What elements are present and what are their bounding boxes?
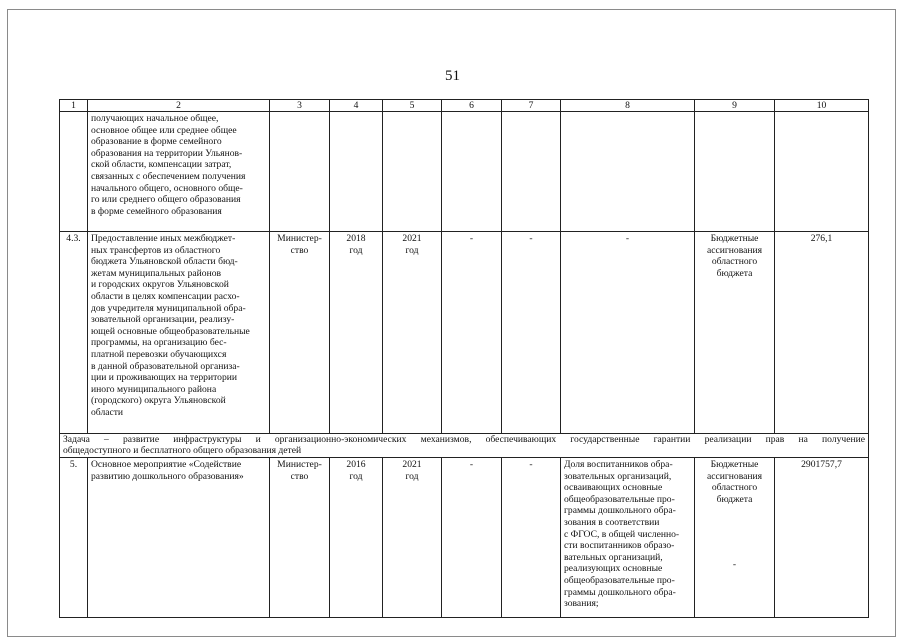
funding-source-cell [695,232,775,434]
end-year-line: год [405,244,419,256]
col7-cell [502,112,561,232]
start-year-cell [330,458,383,618]
amount-cell: 2901757,7 [775,458,869,618]
dash-mark: - [732,559,737,571]
end-year-cell [383,458,442,618]
end-year-cell [383,112,442,232]
header-cell: 7 [502,100,561,112]
funding-line: Бюджетные [710,459,759,470]
indicator-line: зования; [564,598,599,610]
description-line: в форме семейного образования [91,205,222,217]
number-cell [60,112,88,232]
executor-cell [270,232,330,434]
executor-line: Министер- [277,233,322,244]
description-line: (городского) округа Ульяновской [91,395,226,407]
indicator-line: сти воспитанников образо- [564,540,675,552]
executor-cell [270,112,330,232]
header-cell: 1 [60,100,88,112]
task-cell [60,434,869,458]
funding-line: ассигнования [706,244,763,256]
start-year-line: 2018 [346,233,366,244]
table-row-task [60,434,869,458]
end-year-line: 2021 [402,233,422,244]
funding-line: бюджета [716,493,753,505]
end-year-cell [383,232,442,434]
description-line: ции и проживающих на территории [91,372,238,384]
start-year-cell [330,112,383,232]
description-line: образования на территории Ульянов- [91,147,243,159]
end-year-line: 2021 [402,459,422,470]
amount-cell [775,112,869,232]
col6-cell: - [442,232,502,434]
header-cell: 4 [330,100,383,112]
indicator-line: с ФГОС, в общей численно- [564,528,680,540]
description-line: платной перевозки обучающихся [91,348,227,360]
funding-line: Бюджетные [710,233,759,244]
executor-line: ство [290,244,309,256]
funding-source-cell [695,458,775,618]
funding-source-cell [695,112,775,232]
indicator-line: вательных организаций, [564,551,663,563]
amount-cell: 276,1 [775,232,869,434]
header-cell: 9 [695,100,775,112]
col7-cell: - [502,458,561,618]
indicator-line: зовательных организаций, [564,470,672,482]
end-year-line: год [405,470,419,482]
start-year-line: год [349,244,363,256]
description-line: Предоставление иных межбюджет- [91,233,236,244]
task-line: Задача – развитие инфраструктуры и организационно-экономических механизмов, обеспечивающих государственные гарантии реализации прав на получение [63,434,865,445]
table-row-5 [60,458,869,618]
indicator-cell [561,458,695,618]
description-line: области в целях компенсации расхо- [91,290,240,302]
number-cell: 5. [60,458,88,618]
header-cell: 2 [88,100,270,112]
funding-line: бюджета [716,267,753,279]
description-line: основное общее или среднее общее [91,124,237,136]
description-cell [88,232,270,434]
description-cell [88,112,270,232]
executor-line: Министер- [277,459,322,470]
description-line: области [91,406,124,418]
page-number: 51 [445,68,460,84]
indicator-line: зования в соответствии [564,516,660,528]
start-year-cell [330,232,383,434]
indicator-cell: - [561,232,695,434]
funding-line: областного [711,256,758,268]
description-line: Основное мероприятие «Содействие [91,459,242,470]
description-line: жетам муниципальных районов [91,267,222,279]
program-table [59,99,869,618]
description-line: зовательной организации, реализу- [91,314,235,326]
description-line: ской области, компенсации затрат, [91,159,232,171]
header-cell: 3 [270,100,330,112]
description-line: связанных с обеспечением получения [91,170,246,182]
indicator-line: реализующих основные [564,563,663,575]
indicator-cell [561,112,695,232]
funding-line: областного [711,482,758,494]
task-line: общедоступного и бесплатного общего образования детей [63,444,302,456]
description-line: ющей основные общеобразовательные [91,325,250,337]
header-row [60,100,869,112]
executor-cell [270,458,330,618]
description-cell [88,458,270,618]
col7-cell: - [502,232,561,434]
description-line: получающих начальное общее, [91,113,219,124]
indicator-line: общеобразовательные про- [564,493,675,505]
number-cell: 4.3. [60,232,88,434]
description-line: бюджета Ульяновской области бюд- [91,256,238,268]
indicator-line: общеобразовательные про- [564,574,675,586]
description-line: и городских округов Ульяновской [91,279,229,291]
indicator-line: граммы дошкольного обра- [564,586,676,598]
description-line: го или среднего общего образования [91,194,241,206]
funding-line: ассигнования [706,470,763,482]
indicator-line: Доля воспитанников обра- [564,459,673,470]
description-line: программы, на организацию бес- [91,337,227,349]
indicator-line: осваивающих основные [564,482,663,494]
description-line: начального общего, основного обще- [91,182,243,194]
col6-cell [442,112,502,232]
header-cell: 10 [775,100,869,112]
table-row-continuation [60,112,869,232]
table-row-4-3 [60,232,869,434]
description-line: дов учредителя муниципальной обра- [91,302,246,314]
start-year-line: 2016 [346,459,366,470]
col6-cell: - [442,458,502,618]
header-cell: 8 [561,100,695,112]
start-year-line: год [349,470,363,482]
description-line: иного муниципального района [91,383,217,395]
description-line: в данной образовательной организа- [91,360,240,372]
header-cell: 6 [442,100,502,112]
header-cell: 5 [383,100,442,112]
description-line: развитию дошкольного образования» [91,470,244,482]
indicator-line: граммы дошкольного обра- [564,505,676,517]
executor-line: ство [290,470,309,482]
description-line: образование в форме семейного [91,136,222,148]
description-line: ных трансфертов из областного [91,244,221,256]
